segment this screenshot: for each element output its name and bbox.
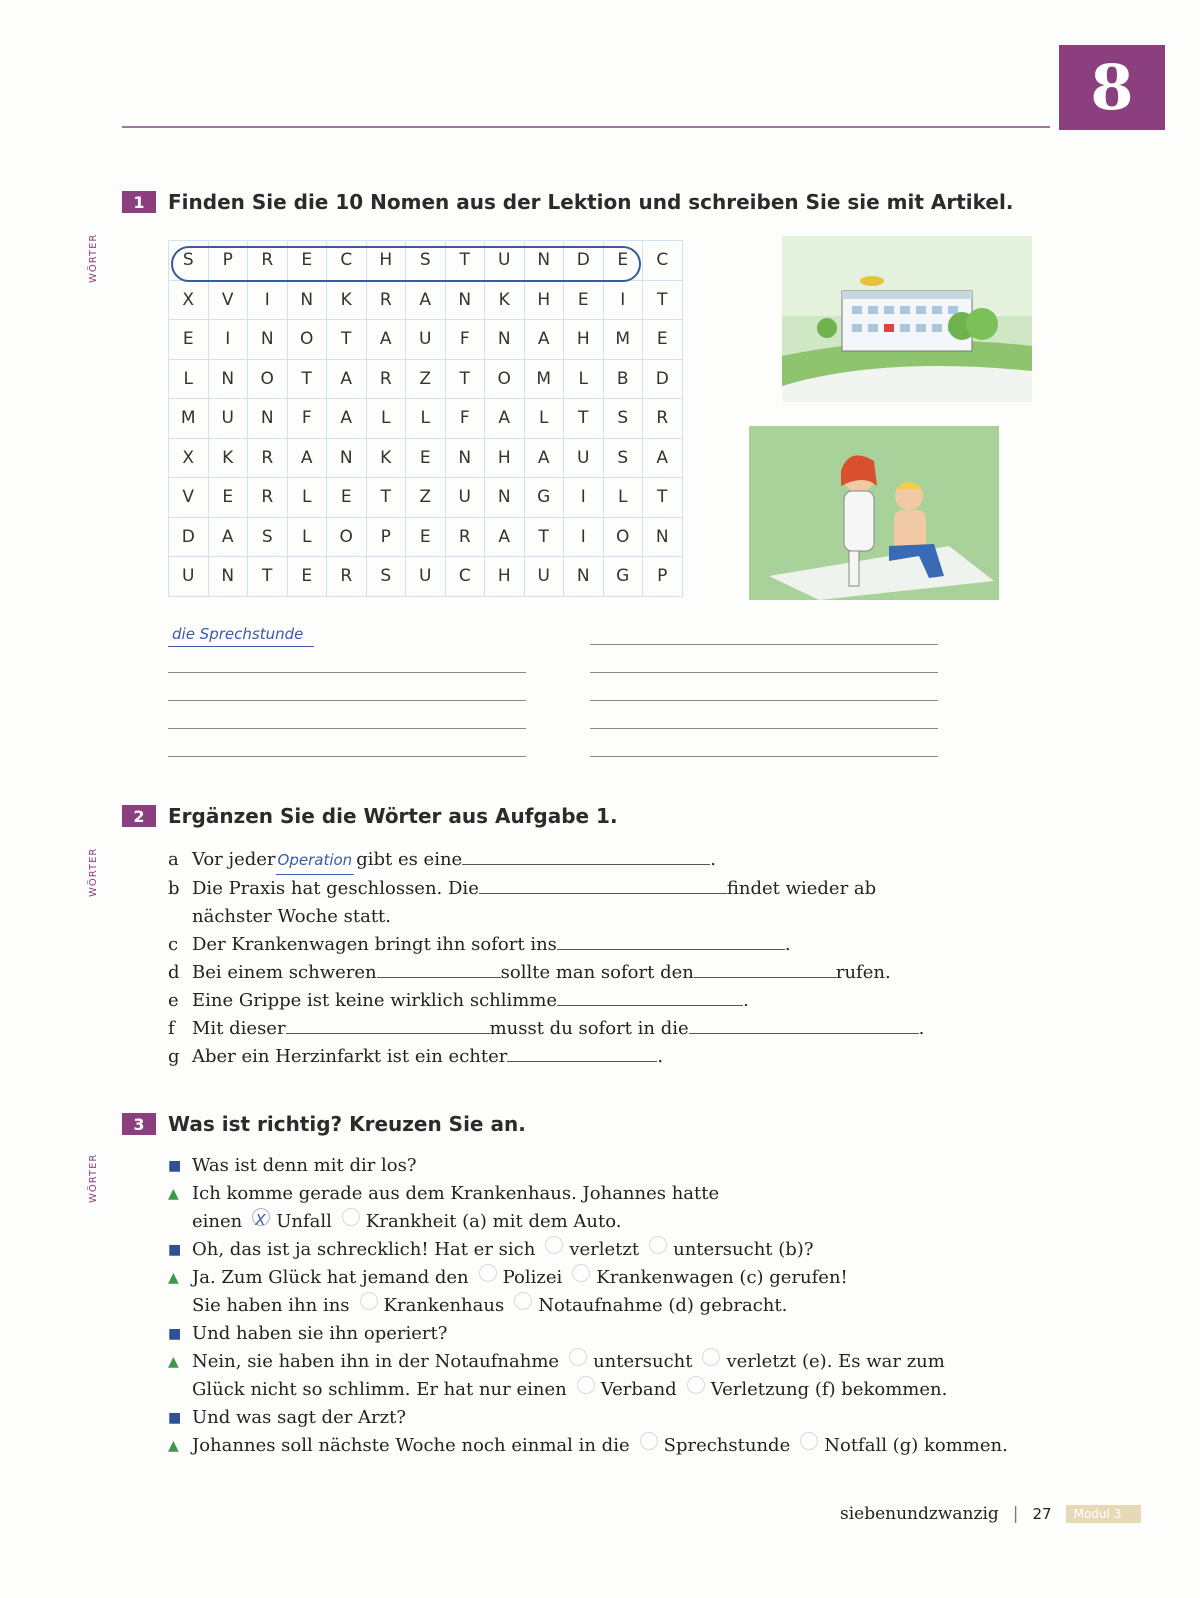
grid-cell[interactable]: I [564,518,604,558]
dialogue-line: einen X Unfall Krankheit (a) mit dem Auto. [168,1208,1008,1236]
ex2-sentences [168,846,924,1071]
grid-cell[interactable]: L [604,478,644,518]
grid-cell[interactable]: N [446,281,486,321]
grid-cell[interactable]: T [643,281,683,321]
grid-cell[interactable]: N [525,241,565,281]
grid-cell[interactable]: T [525,518,565,558]
grid-cell[interactable]: E [564,281,604,321]
grid-cell[interactable]: R [446,518,486,558]
triangle-bullet-icon: ▲ [168,1354,179,1370]
checkbox-option[interactable] [572,1264,590,1282]
dialogue-line: ▲ Ja. Zum Glück hat jemand den Polizei Krankenwagen (c) gerufen! [168,1264,1008,1292]
grid-cell[interactable]: A [327,399,367,439]
grid-cell[interactable]: U [209,399,249,439]
dialogue-line: ■ Was ist denn mit dir los? [168,1152,1008,1180]
grid-cell[interactable]: E [288,557,328,597]
grid-cell[interactable]: T [446,360,486,400]
hospital-illustration [782,236,1032,402]
sentence-b-cont: nächster Woche statt. [192,906,392,927]
triangle-bullet-icon: ▲ [168,1438,179,1454]
dialogue-line: Sie haben ihn ins Krankenhaus Notaufnahme (d) gebracht. [168,1292,1008,1320]
grid-cell[interactable]: I [209,320,249,360]
ex2-heading [122,804,618,828]
grid-cell[interactable]: L [406,399,446,439]
grid-cell[interactable]: U [525,557,565,597]
grid-cell[interactable]: I [604,281,644,321]
dialogue-line: ▲ Nein, sie haben ihn in der Notaufnahme untersucht verletzt (e). Es war zum [168,1348,1008,1376]
blank-field[interactable] [507,1043,657,1062]
sentence-b: b Die Praxis hat geschlossen. Die findet wieder ab [168,875,924,903]
grid-cell[interactable]: O [485,360,525,400]
dialogue-line: ■ Oh, das ist ja schrecklich! Hat er sich verletzt untersucht (b)? [168,1236,1008,1264]
grid-cell[interactable]: U [446,478,486,518]
grid-cell[interactable]: E [288,241,328,281]
grid-cell[interactable]: F [446,320,486,360]
grid-cell[interactable]: T [446,241,486,281]
grid-cell[interactable]: N [485,478,525,518]
grid-cell[interactable]: S [248,518,288,558]
square-bullet-icon: ■ [168,1158,182,1174]
blank-field[interactable] [557,987,743,1006]
grid-cell[interactable]: A [643,439,683,479]
grid-cell[interactable]: U [169,557,209,597]
side-label-1: WÖRTER [88,233,99,283]
grid-cell[interactable]: L [169,360,209,400]
answer-line[interactable] [590,756,938,757]
example-fill: Operation [276,846,355,875]
grid-cell[interactable]: M [525,360,565,400]
checkbox-option[interactable] [545,1236,563,1254]
grid-cell[interactable]: L [367,399,407,439]
grid-cell[interactable]: K [485,281,525,321]
grid-cell[interactable]: E [327,478,367,518]
answer-line[interactable] [590,672,938,673]
answer-line[interactable] [168,672,526,673]
grid-cell[interactable]: Z [406,360,446,400]
checkbox-option[interactable] [479,1264,497,1282]
grid-cell[interactable]: E [604,241,644,281]
checkbox-option[interactable] [687,1376,705,1394]
grid-cell[interactable]: N [327,439,367,479]
grid-cell[interactable]: C [446,557,486,597]
page-number: 27 [1032,1505,1052,1523]
checkbox-option[interactable] [640,1432,658,1450]
checkbox-option[interactable] [800,1432,818,1450]
grid-cell[interactable]: N [485,320,525,360]
answer-line[interactable] [168,728,526,729]
grid-cell[interactable]: T [327,320,367,360]
grid-cell[interactable]: H [564,320,604,360]
grid-cell[interactable]: P [643,557,683,597]
grid-cell[interactable]: R [248,478,288,518]
grid-cell[interactable]: T [288,360,328,400]
sentence-c: c Der Krankenwagen bringt ihn sofort ins . [168,931,924,959]
dialogue-line: ▲ Johannes soll nächste Woche noch einmal in die Sprechstunde Notfall (g) kommen. [168,1432,1008,1460]
checkbox-option[interactable] [252,1208,270,1226]
footer-separator: | [1012,1504,1019,1524]
grid-cell[interactable]: U [406,320,446,360]
grid-cell[interactable]: A [485,518,525,558]
answer-line-example [168,646,314,647]
example-answer: die Sprechstunde [172,625,304,643]
grid-cell[interactable]: A [327,360,367,400]
grid-cell[interactable]: L [288,478,328,518]
grid-cell[interactable]: L [564,360,604,400]
side-label-2: WÖRTER [88,847,99,897]
grid-cell[interactable]: H [485,439,525,479]
checkbox-option[interactable] [360,1292,378,1310]
dialogue-line: ■ Und haben sie ihn operiert? [168,1320,1008,1348]
grid-cell[interactable]: E [209,478,249,518]
grid-cell[interactable]: R [327,557,367,597]
ex1-heading [122,190,1013,214]
grid-cell[interactable]: A [406,281,446,321]
ex2-title: Ergänzen Sie die Wörter aus Aufgabe 1. [168,804,618,828]
blank-field[interactable] [694,959,836,978]
sentence-a: a Vor jeder Operation gibt es eine . [168,846,924,875]
blank-field[interactable] [462,846,710,865]
grid-cell[interactable]: S [604,399,644,439]
grid-cell[interactable]: C [327,241,367,281]
grid-cell[interactable]: V [169,478,209,518]
grid-cell[interactable]: T [367,478,407,518]
sentence-d: d Bei einem schweren sollte man sofort den rufen. [168,959,924,987]
blank-field[interactable] [479,875,727,894]
grid-cell[interactable]: K [327,281,367,321]
doctor-illustration [749,426,999,600]
grid-cell[interactable]: X [169,281,209,321]
grid-cell[interactable]: D [169,518,209,558]
grid-cell[interactable]: S [604,439,644,479]
grid-cell[interactable]: T [643,478,683,518]
ex3-heading [122,1112,526,1136]
grid-cell[interactable]: N [248,399,288,439]
grid-cell[interactable]: F [288,399,328,439]
square-bullet-icon: ■ [168,1326,182,1342]
grid-cell[interactable]: F [446,399,486,439]
checkbox-option[interactable] [569,1348,587,1366]
grid-cell[interactable]: B [604,360,644,400]
grid-cell[interactable]: A [209,518,249,558]
grid-cell[interactable]: N [564,557,604,597]
ex3-dialogue [168,1152,1008,1460]
grid-cell[interactable]: T [248,557,288,597]
grid-cell[interactable]: R [367,281,407,321]
grid-cell[interactable]: N [209,557,249,597]
ex1-number: 1 [122,191,156,213]
sentence-g: g Aber ein Herzinfarkt ist ein echter . [168,1043,924,1071]
answer-line[interactable] [590,700,938,701]
grid-cell[interactable]: R [248,241,288,281]
grid-cell[interactable]: L [288,518,328,558]
word-search-grid [168,240,683,597]
answer-line[interactable] [590,728,938,729]
dialogue-line: Glück nicht so schlimm. Er hat nur einen Verband Verletzung (f) bekommen. [168,1376,1008,1404]
checkbox-option[interactable] [514,1292,532,1310]
grid-cell[interactable]: O [248,360,288,400]
side-label-3: WÖRTER [88,1153,99,1203]
grid-cell[interactable]: I [564,478,604,518]
grid-cell[interactable]: E [169,320,209,360]
checkbox-option[interactable] [702,1348,720,1366]
grid-cell[interactable]: A [288,439,328,479]
grid-cell[interactable]: P [367,518,407,558]
blank-field[interactable] [286,1015,490,1034]
grid-cell[interactable]: R [367,360,407,400]
grid-cell[interactable]: X [169,439,209,479]
grid-cell[interactable]: M [604,320,644,360]
grid-cell[interactable]: N [209,360,249,400]
grid-cell[interactable]: M [169,399,209,439]
checkbox-option[interactable] [649,1236,667,1254]
grid-cell[interactable]: H [367,241,407,281]
grid-cell[interactable]: R [643,399,683,439]
blank-field[interactable] [557,931,785,950]
module-badge: Modul 3 [1066,1505,1142,1523]
sentence-e: e Eine Grippe ist keine wirklich schlimme . [168,987,924,1015]
grid-cell[interactable]: A [525,439,565,479]
blank-field[interactable] [377,959,501,978]
grid-cell[interactable]: I [248,281,288,321]
page-word: siebenundzwanzig [840,1504,999,1524]
grid-cell[interactable]: P [209,241,249,281]
grid-cell[interactable]: U [406,557,446,597]
grid-cell[interactable]: H [525,281,565,321]
grid-cell[interactable]: D [643,360,683,400]
grid-cell[interactable]: A [367,320,407,360]
grid-cell[interactable]: K [367,439,407,479]
dialogue-line: ■ Und was sagt der Arzt? [168,1404,1008,1432]
grid-cell[interactable]: E [643,320,683,360]
grid-cell[interactable]: U [564,439,604,479]
grid-cell[interactable]: K [209,439,249,479]
grid-cell[interactable]: S [367,557,407,597]
grid-cell[interactable]: A [525,320,565,360]
dialogue-line: ▲ Ich komme gerade aus dem Krankenhaus. Johannes hatte [168,1180,1008,1208]
grid-cell[interactable]: O [604,518,644,558]
grid-cell[interactable]: A [485,399,525,439]
chapter-number: 8 [1059,45,1165,130]
checkbox-option[interactable] [577,1376,595,1394]
grid-cell[interactable]: C [643,241,683,281]
sentence-f: f Mit dieser musst du sofort in die . [168,1015,924,1043]
answer-line[interactable] [168,756,526,757]
top-rule [122,126,1050,128]
triangle-bullet-icon: ▲ [168,1270,179,1286]
grid-cell[interactable]: T [564,399,604,439]
grid-cell[interactable]: N [248,320,288,360]
ex1-title: Finden Sie die 10 Nomen aus der Lektion und schreiben Sie sie mit Artikel. [168,190,1014,214]
grid-cell[interactable]: N [643,518,683,558]
grid-cell[interactable]: O [327,518,367,558]
grid-cell[interactable]: G [525,478,565,518]
grid-cell[interactable]: D [564,241,604,281]
ex3-number: 3 [122,1113,156,1135]
grid-cell[interactable]: V [209,281,249,321]
answer-line[interactable] [168,700,526,701]
grid-cell[interactable]: N [446,439,486,479]
grid-cell[interactable]: E [406,518,446,558]
grid-cell[interactable]: S [406,241,446,281]
grid-cell[interactable]: G [604,557,644,597]
answer-line[interactable] [590,644,938,645]
grid-cell[interactable]: S [169,241,209,281]
grid-cell[interactable]: N [288,281,328,321]
ex3-title: Was ist richtig? Kreuzen Sie an. [168,1112,526,1136]
grid-cell[interactable]: O [288,320,328,360]
blank-field[interactable] [689,1015,919,1034]
ex2-number: 2 [122,805,156,827]
square-bullet-icon: ■ [168,1242,182,1258]
triangle-bullet-icon: ▲ [168,1186,179,1202]
square-bullet-icon: ■ [168,1410,182,1426]
grid-cell[interactable]: R [248,439,288,479]
grid-cell[interactable]: E [406,439,446,479]
page-footer [840,1504,1141,1524]
grid-cell[interactable]: L [525,399,565,439]
grid-cell[interactable]: H [485,557,525,597]
checkbox-option[interactable] [342,1208,360,1226]
grid-cell[interactable]: U [485,241,525,281]
grid-cell[interactable]: Z [406,478,446,518]
